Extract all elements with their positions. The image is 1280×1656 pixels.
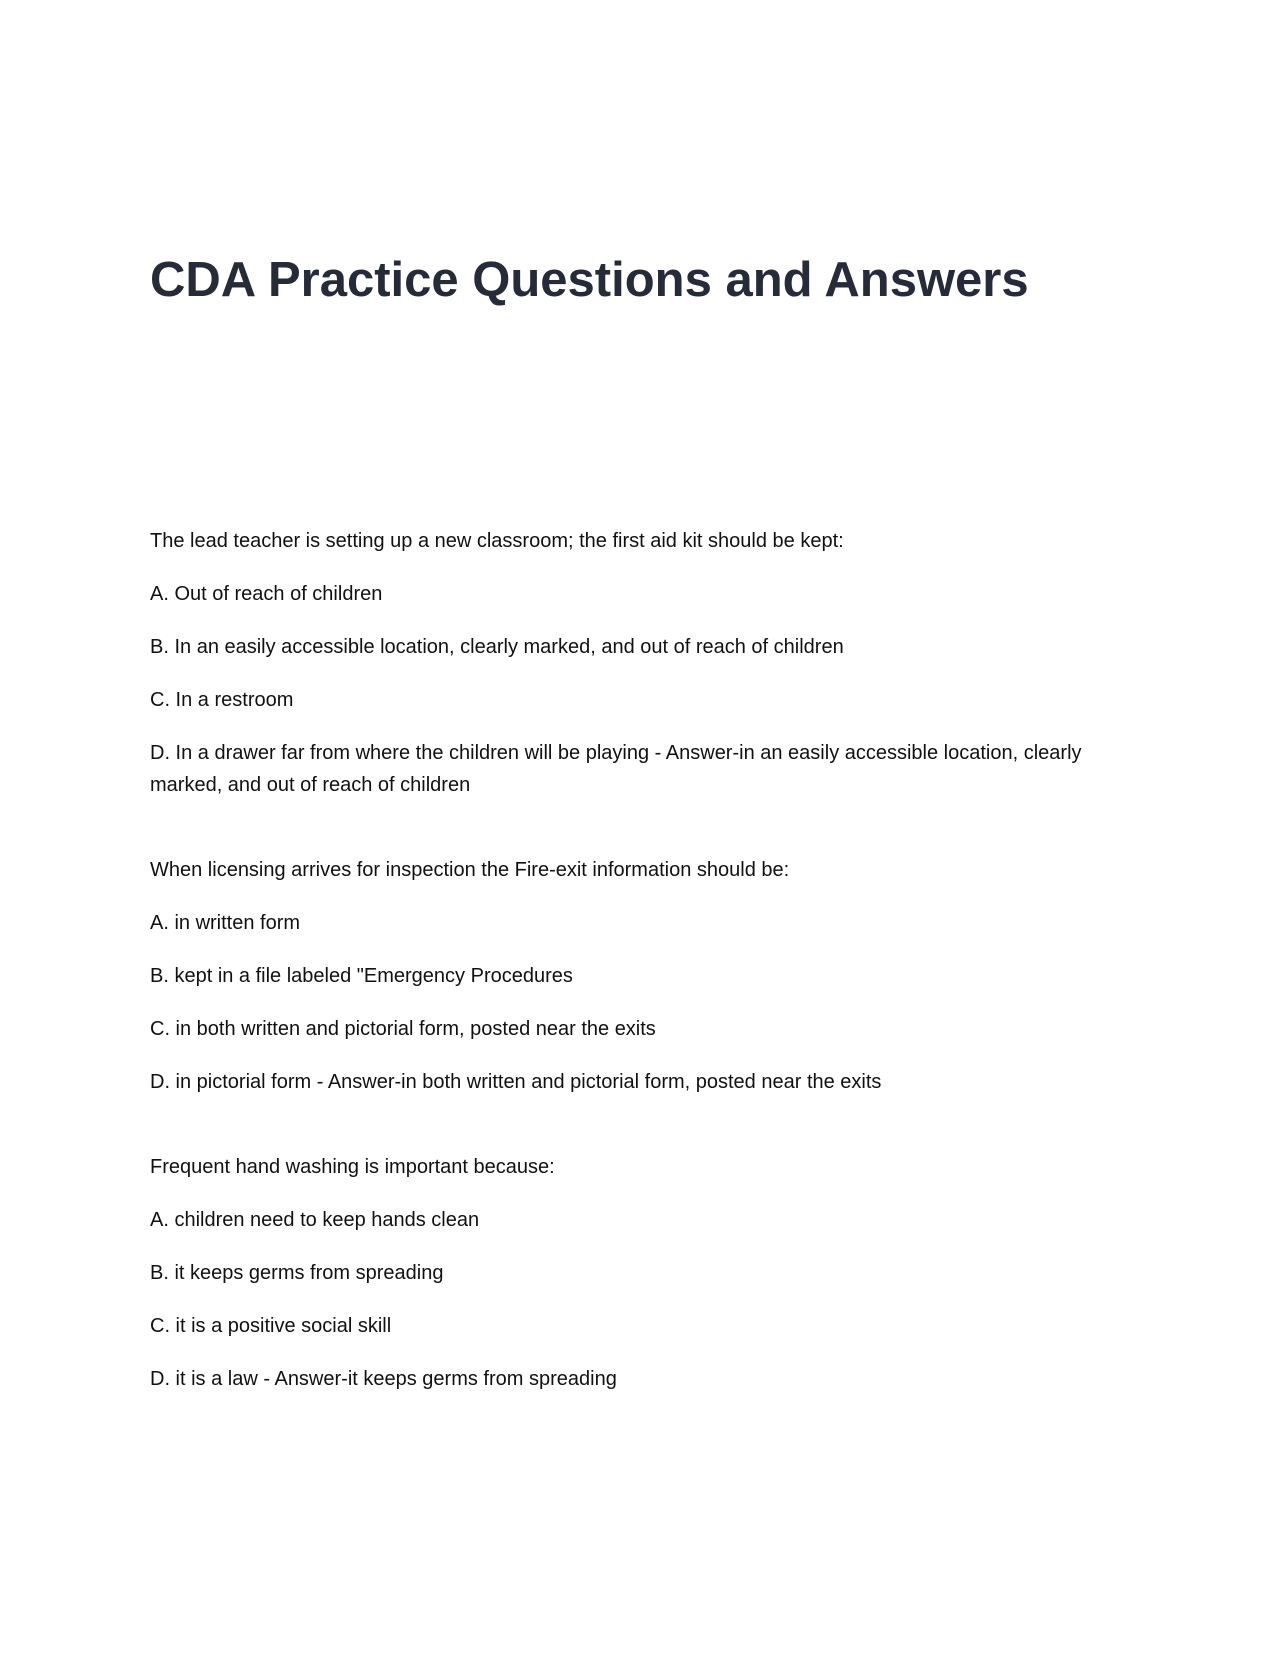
question-prompt: When licensing arrives for inspection the Fire-exit information should be: xyxy=(150,859,790,881)
answer-option: A. in written form xyxy=(150,912,301,934)
question-prompt: The lead teacher is setting up a new classroom; the first aid kit should be kept: xyxy=(150,530,844,552)
question-block xyxy=(150,1151,1090,1395)
answer-option: A. Out of reach of children xyxy=(150,583,383,605)
answer-option: C. it is a positive social skill xyxy=(150,1315,392,1337)
question-block xyxy=(150,854,1090,1098)
answer-option: C. In a restroom xyxy=(150,689,294,711)
document-title: CDA Practice Questions and Answers xyxy=(150,253,1029,307)
answer-option: A. children need to keep hands clean xyxy=(150,1209,480,1231)
answer-option: B. kept in a file labeled "Emergency Procedures xyxy=(150,965,573,987)
question-block xyxy=(150,525,1090,801)
question-prompt: Frequent hand washing is important because: xyxy=(150,1156,555,1178)
answer-option: D. in pictorial form - Answer-in both written and pictorial form, posted near the exits xyxy=(150,1071,882,1093)
answer-option: D. In a drawer far from where the children will be playing - Answer-in an easily accessible location, clearly marked, and out of reach of children xyxy=(150,742,1082,796)
answer-option: B. it keeps germs from spreading xyxy=(150,1262,444,1284)
answer-option: D. it is a law - Answer-it keeps germs from spreading xyxy=(150,1368,617,1390)
question-list xyxy=(150,525,1090,1395)
answer-option: C. in both written and pictorial form, posted near the exits xyxy=(150,1018,656,1040)
answer-option: B. In an easily accessible location, clearly marked, and out of reach of children xyxy=(150,636,844,658)
